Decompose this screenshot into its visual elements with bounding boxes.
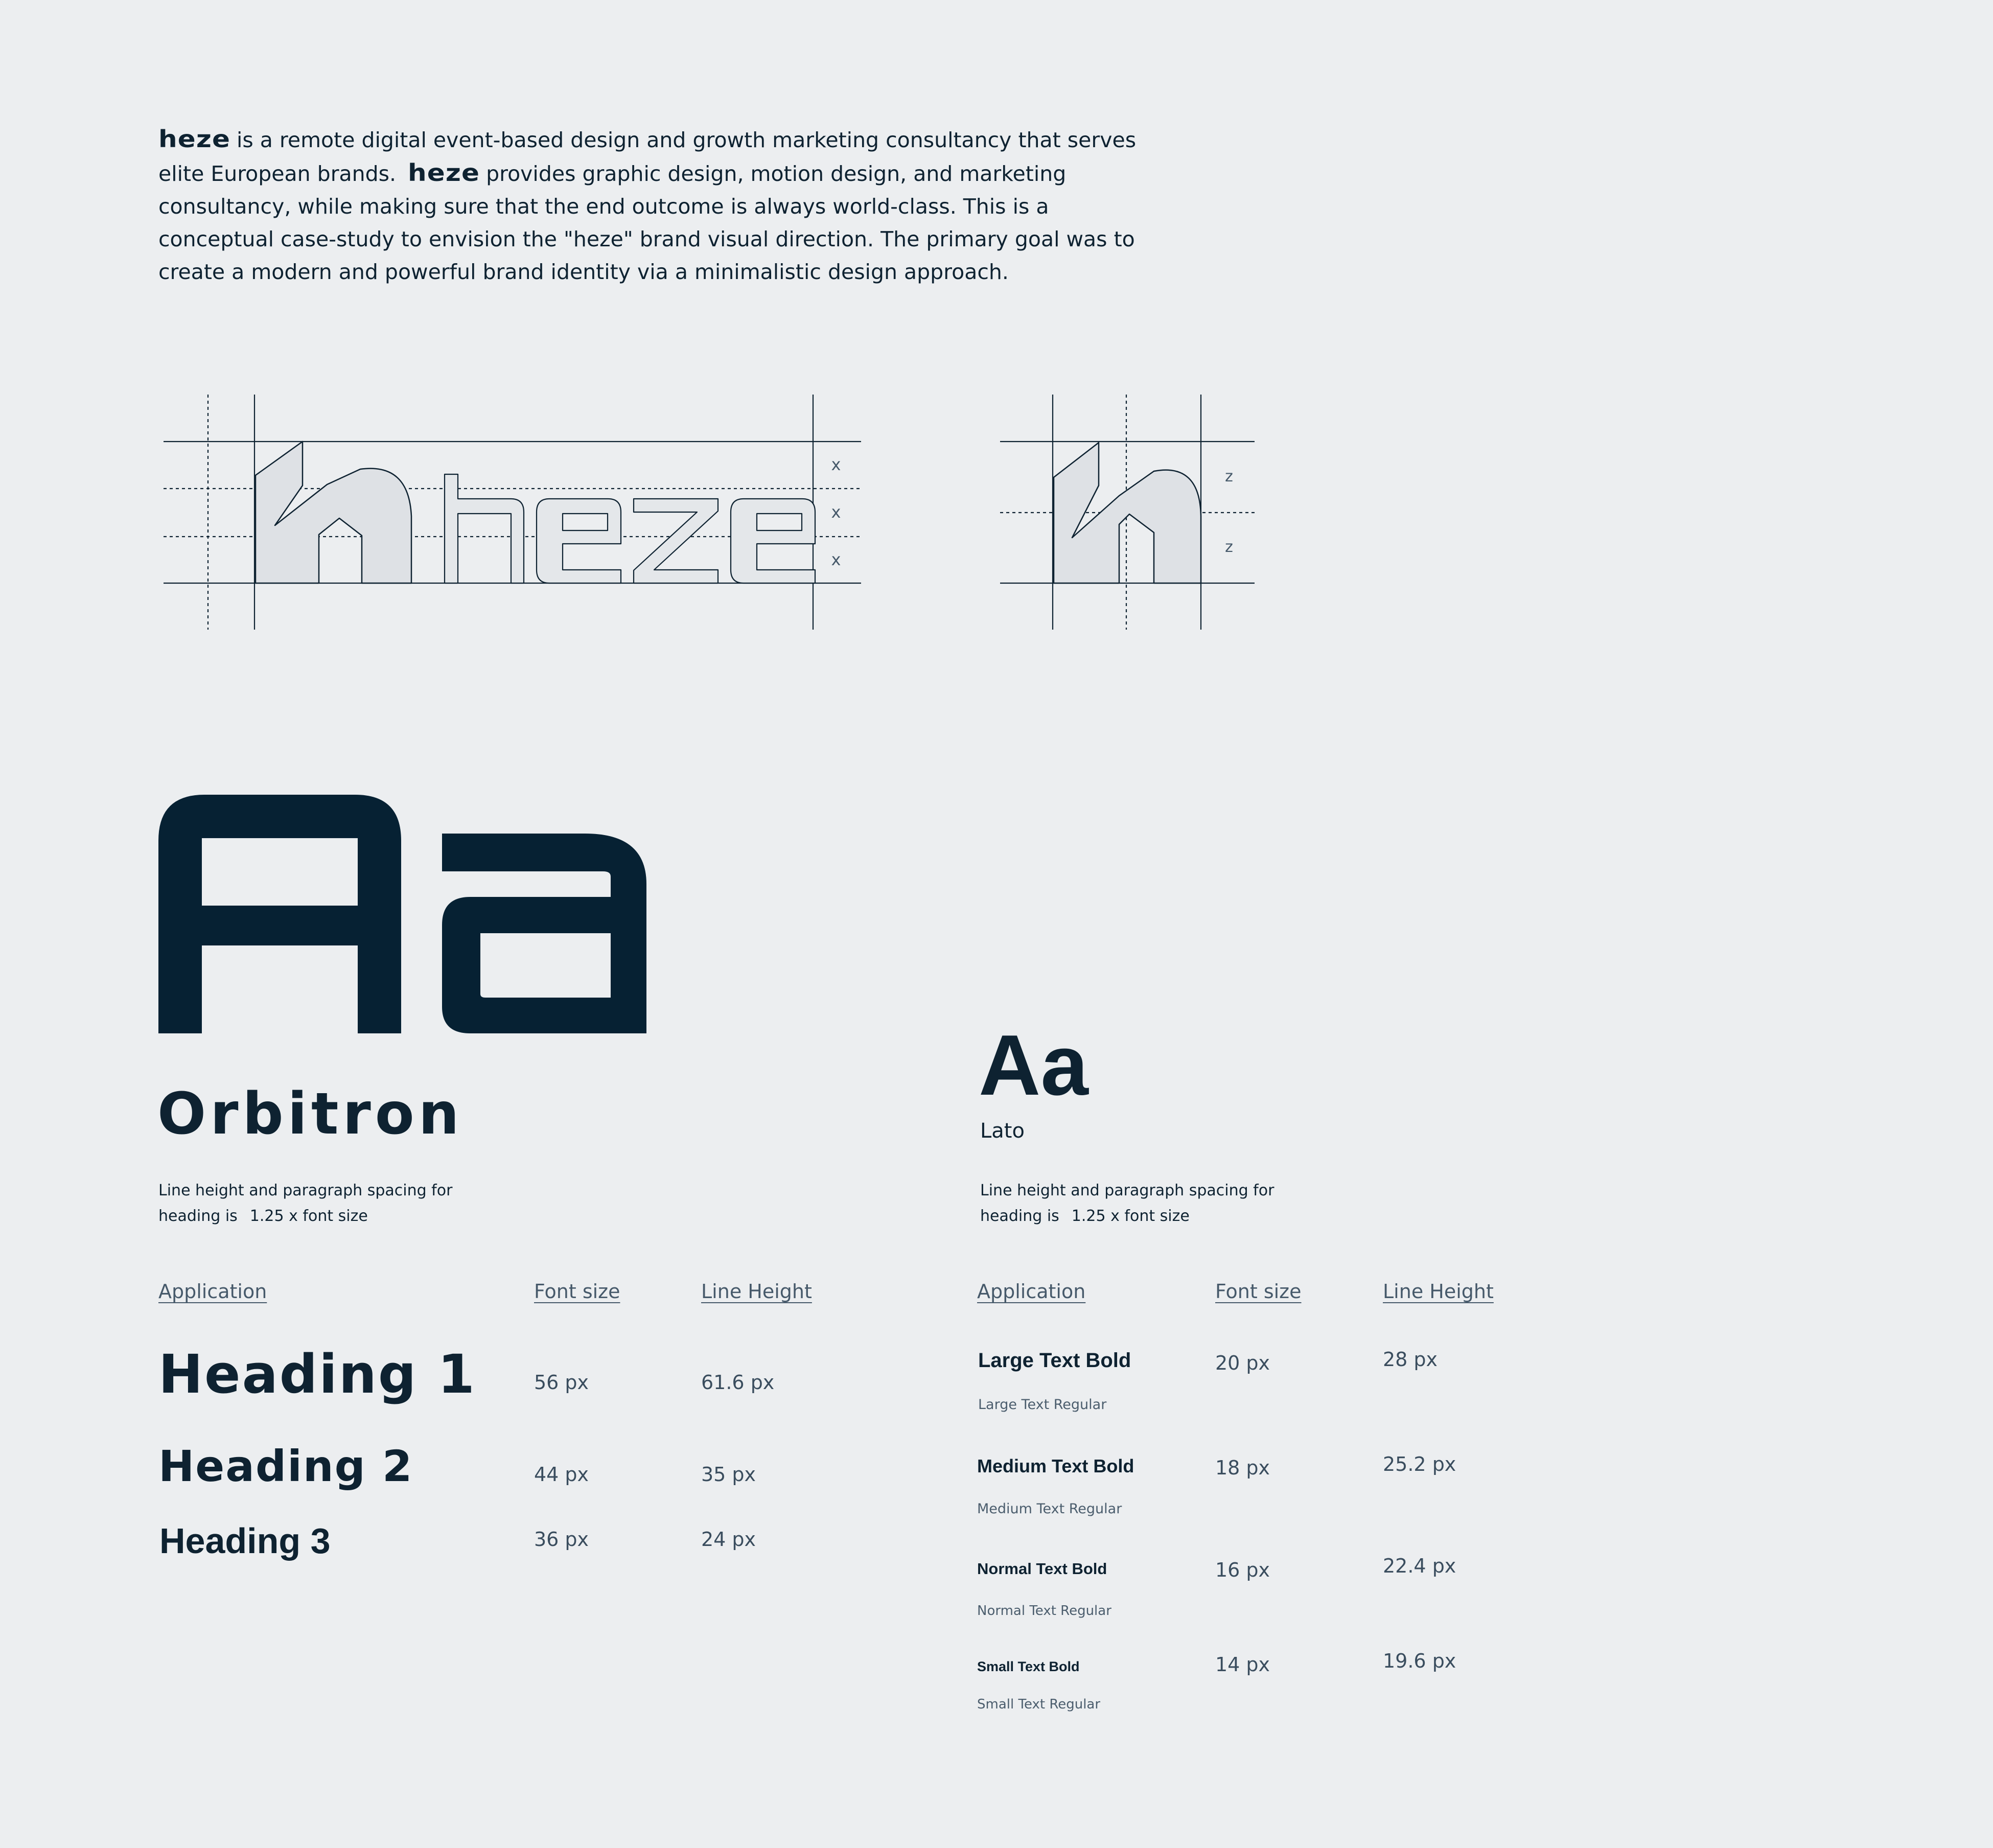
secondary-font-name: Lato xyxy=(980,1119,1025,1143)
small-line-height: 19.6 px xyxy=(1383,1650,1456,1672)
normal-text-regular: Normal Text Regular xyxy=(977,1603,1111,1619)
intro-text-part2: provides graphic design, motion design, and marketing consultancy, while making sure that the end outcome is always world-class. This is a conceptual case-study to envision the "heze" brand visual direction. The primary goal was to create a modern and powerful brand identity via a minimalistic design approach. xyxy=(158,161,1135,284)
medium-font-size: 18 px xyxy=(1215,1457,1270,1479)
secondary-font-specimen: Aa xyxy=(979,1017,1088,1113)
small-text-bold: Small Text Bold xyxy=(977,1659,1080,1674)
orbitron-specimen-aa xyxy=(158,792,659,1037)
large-text-bold: Large Text Bold xyxy=(978,1349,1131,1372)
h1-line-height: 61.6 px xyxy=(701,1371,775,1394)
normal-text-bold: Normal Text Bold xyxy=(977,1560,1107,1578)
col-head-application: Application xyxy=(977,1280,1086,1303)
col-head-line-height: Line Height xyxy=(1383,1280,1494,1303)
marker-z: z xyxy=(1225,468,1233,486)
h3-font-size: 36 px xyxy=(534,1528,589,1551)
h2-font-size: 44 px xyxy=(534,1463,589,1486)
small-font-size: 14 px xyxy=(1215,1653,1270,1676)
medium-text-regular: Medium Text Regular xyxy=(977,1501,1122,1517)
col-head-font-size: Font size xyxy=(534,1280,620,1303)
intro-text-part1: is a remote digital event-based design and growth marketing consultancy that serves elite European brands. xyxy=(158,128,1137,186)
marker-x: x xyxy=(831,455,841,474)
brand-wordmark-inline-2: heze xyxy=(408,159,480,187)
medium-line-height: 25.2 px xyxy=(1383,1453,1456,1475)
heze-icon-shape xyxy=(1054,443,1201,583)
note-value: 1.25 x font size xyxy=(1071,1207,1190,1225)
marker-z: z xyxy=(1225,538,1233,556)
note-text: Line height and paragraph spacing for heading is xyxy=(158,1182,453,1225)
primary-spacing-note xyxy=(158,1178,475,1229)
h2-line-height: 35 px xyxy=(701,1463,756,1486)
medium-text-bold: Medium Text Bold xyxy=(977,1456,1134,1476)
brand-wordmark-inline: heze xyxy=(158,125,231,153)
heading-1-sample: Heading 1 xyxy=(158,1343,476,1405)
col-head-application: Application xyxy=(158,1280,267,1303)
primary-font-name: Orbitron xyxy=(157,1081,464,1147)
large-font-size: 20 px xyxy=(1215,1352,1270,1374)
large-line-height: 28 px xyxy=(1383,1348,1438,1371)
col-head-line-height: Line Height xyxy=(701,1280,812,1303)
h3-line-height: 24 px xyxy=(701,1528,756,1551)
h1-font-size: 56 px xyxy=(534,1371,589,1394)
col-head-font-size: Font size xyxy=(1215,1280,1302,1303)
small-text-regular: Small Text Regular xyxy=(977,1697,1101,1712)
note-text: Line height and paragraph spacing for heading is xyxy=(980,1182,1274,1225)
normal-font-size: 16 px xyxy=(1215,1559,1270,1581)
normal-line-height: 22.4 px xyxy=(1383,1555,1456,1577)
heading-2-sample: Heading 2 xyxy=(158,1441,413,1491)
large-text-regular: Large Text Regular xyxy=(978,1397,1107,1413)
heading-3-sample: Heading 3 xyxy=(159,1521,331,1561)
marker-x: x xyxy=(831,550,841,569)
marker-x: x xyxy=(831,502,841,522)
note-value: 1.25 x font size xyxy=(249,1207,368,1225)
secondary-spacing-note xyxy=(980,1178,1297,1229)
